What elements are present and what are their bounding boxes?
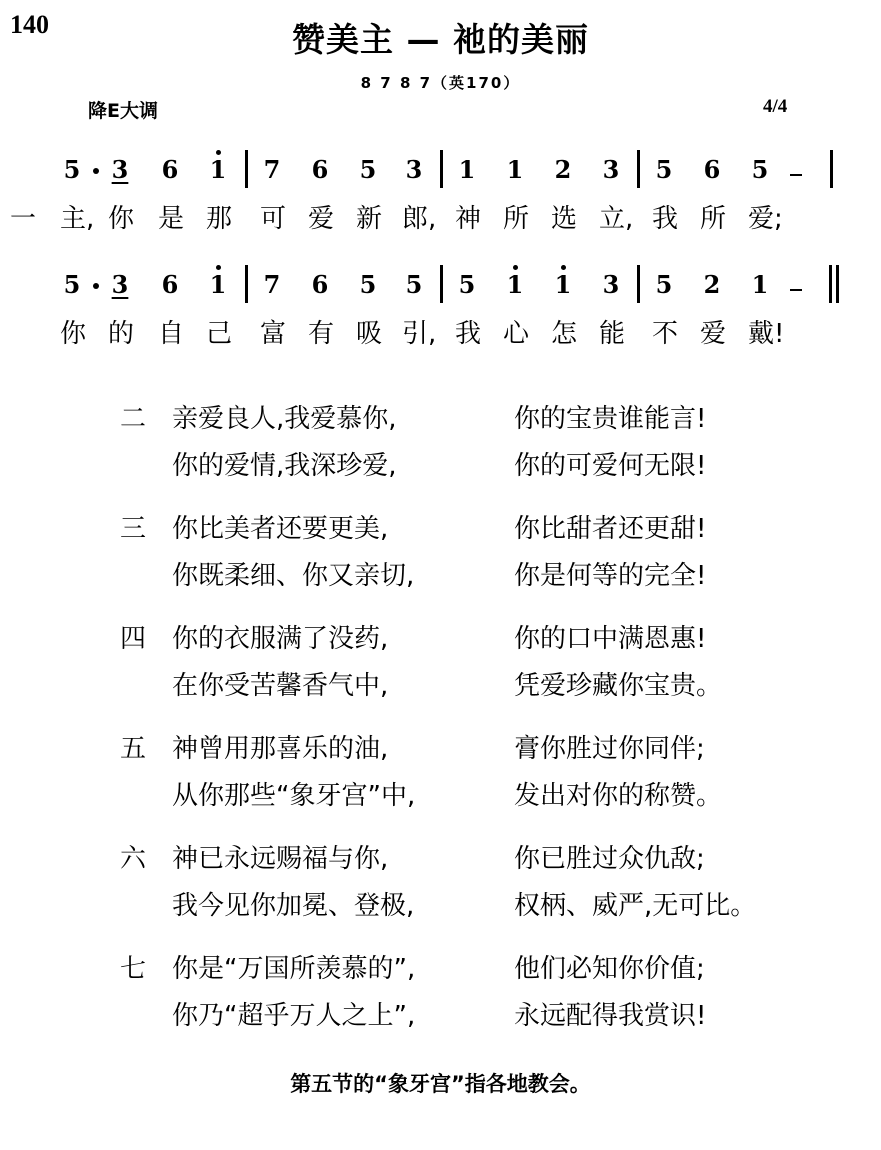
verse-line: 权柄、威严,无可比。 <box>514 891 757 921</box>
bar-line <box>245 150 248 188</box>
verse-line: 你是“万国所羡慕的”, <box>172 954 416 984</box>
lyric: 怎 <box>551 319 578 349</box>
lyric: 能 <box>599 319 626 349</box>
bar-line <box>440 150 443 188</box>
verse-line: 永远配得我赏识! <box>514 1001 707 1031</box>
verse-6 <box>0 838 881 938</box>
verse-line: 你已胜过众仇敌; <box>514 844 705 874</box>
note: 7 <box>263 270 281 299</box>
note: 7 <box>263 155 281 184</box>
note: 5 <box>458 270 476 299</box>
meter: 8 7 8 7（英170） <box>360 74 521 92</box>
verse-line: 神曾用那喜乐的油, <box>172 734 389 764</box>
final-bar-line <box>829 265 832 303</box>
lyric: 爱; <box>748 204 783 234</box>
verse-line: 他们必知你价值; <box>514 954 705 984</box>
note: 5 <box>751 155 769 184</box>
lyric: 选 <box>551 204 578 234</box>
verse-line: 膏你胜过你同伴; <box>514 734 705 764</box>
note-high: 1 <box>206 271 230 299</box>
note: 5 <box>359 155 377 184</box>
hold-dash <box>790 174 802 176</box>
note: 5 <box>655 270 673 299</box>
lyric: 主, <box>60 204 95 234</box>
note-high: 1 <box>206 156 230 184</box>
note: 3 <box>405 155 423 184</box>
high-octave-dot <box>513 265 518 270</box>
verse-number: 七 <box>120 954 147 984</box>
key-signature: 降E大调 <box>88 100 158 122</box>
lyric: 所 <box>700 204 727 234</box>
verse-line: 从你那些“象牙宫”中, <box>172 781 416 811</box>
final-bar-line <box>836 265 839 303</box>
note: 5 <box>63 270 81 299</box>
note: 6 <box>311 155 329 184</box>
notation-line-2 <box>0 271 881 303</box>
note: 1 <box>458 155 476 184</box>
lyric: 我 <box>652 204 679 234</box>
verse-7 <box>0 948 881 1048</box>
bar-line <box>830 150 833 188</box>
lyric: 自 <box>158 319 185 349</box>
lyric: 己 <box>206 319 233 349</box>
verse-5 <box>0 728 881 828</box>
note: 6 <box>311 270 329 299</box>
augmentation-dot <box>93 168 99 174</box>
lyric: 戴! <box>748 319 785 349</box>
footnote: 第五节的“象牙宫”指各地教会。 <box>290 1072 591 1096</box>
verse-4 <box>0 618 881 718</box>
high-octave-dot <box>216 150 221 155</box>
lyrics-line-1 <box>0 204 881 236</box>
lyric: 的 <box>108 319 135 349</box>
note: 1 <box>751 270 769 299</box>
note-high: 1 <box>503 271 527 299</box>
note: 3 <box>602 270 620 299</box>
lyric: 你 <box>60 319 87 349</box>
verse-number: 一 <box>10 204 37 234</box>
lyrics-line-2 <box>0 319 881 351</box>
lyric: 所 <box>503 204 530 234</box>
bar-line <box>440 265 443 303</box>
lyric: 有 <box>308 319 335 349</box>
verse-line: 你的爱情,我深珍爱, <box>172 451 397 481</box>
lyric: 郎, <box>402 204 437 234</box>
verse-line: 我今见你加冕、登极, <box>172 891 415 921</box>
note: 2 <box>554 155 572 184</box>
note: 1 <box>506 155 524 184</box>
verse-number: 三 <box>120 514 147 544</box>
note: 3 <box>111 270 129 299</box>
verse-line: 你比美者还要更美, <box>172 514 389 544</box>
note: 6 <box>161 155 179 184</box>
hold-dash <box>790 289 802 291</box>
lyric: 立, <box>599 204 634 234</box>
lyric: 那 <box>206 204 233 234</box>
note: 2 <box>703 270 721 299</box>
verse-2 <box>0 398 881 498</box>
note: 5 <box>63 155 81 184</box>
bar-line <box>637 265 640 303</box>
note: 6 <box>703 155 721 184</box>
note: 3 <box>602 155 620 184</box>
verse-line: 发出对你的称赞。 <box>514 781 723 811</box>
lyric: 吸 <box>356 319 383 349</box>
lyric: 心 <box>503 319 530 349</box>
bar-line <box>637 150 640 188</box>
lyric: 是 <box>158 204 185 234</box>
verse-line: 你的可爱何无限! <box>514 451 707 481</box>
bar-line <box>245 265 248 303</box>
verse-number: 四 <box>120 624 147 654</box>
verse-line: 你比甜者还更甜! <box>514 514 707 544</box>
note: 5 <box>359 270 377 299</box>
lyric: 神 <box>455 204 482 234</box>
note: 5 <box>655 155 673 184</box>
note-high: 1 <box>551 271 575 299</box>
verse-line: 你的宝贵谁能言! <box>514 404 707 434</box>
verse-line: 你是何等的完全! <box>514 561 707 591</box>
verse-line: 神已永远赐福与你, <box>172 844 389 874</box>
high-octave-dot <box>216 265 221 270</box>
verse-line: 凭爱珍藏你宝贵。 <box>514 671 723 701</box>
lyric: 爱 <box>308 204 335 234</box>
verse-line: 你的口中满恩惠! <box>514 624 707 654</box>
augmentation-dot <box>93 283 99 289</box>
lyric: 爱 <box>700 319 727 349</box>
lyric: 你 <box>108 204 135 234</box>
lyric: 富 <box>260 319 287 349</box>
verse-line: 亲爱良人,我爱慕你, <box>172 404 397 434</box>
notation-line-1 <box>0 156 881 188</box>
lyric: 新 <box>356 204 383 234</box>
lyric: 不 <box>652 319 679 349</box>
note: 5 <box>405 270 423 299</box>
lyric: 可 <box>260 204 287 234</box>
hymn-title: 赞美主 — 祂的美丽 <box>292 20 589 59</box>
verse-line: 你的衣服满了没药, <box>172 624 389 654</box>
lyric: 我 <box>455 319 482 349</box>
verse-3 <box>0 508 881 608</box>
note: 6 <box>161 270 179 299</box>
lyric: 引, <box>402 319 437 349</box>
verse-number: 六 <box>120 844 147 874</box>
note: 3 <box>111 155 129 184</box>
verse-line: 你乃“超乎万人之上”, <box>172 1001 416 1031</box>
hymn-number: 140 <box>10 10 49 39</box>
verse-line: 在你受苦馨香气中, <box>172 671 389 701</box>
time-signature: 4/4 <box>763 96 788 117</box>
verse-number: 二 <box>120 404 147 434</box>
verse-line: 你既柔细、你又亲切, <box>172 561 415 591</box>
high-octave-dot <box>561 265 566 270</box>
verse-number: 五 <box>120 734 147 764</box>
